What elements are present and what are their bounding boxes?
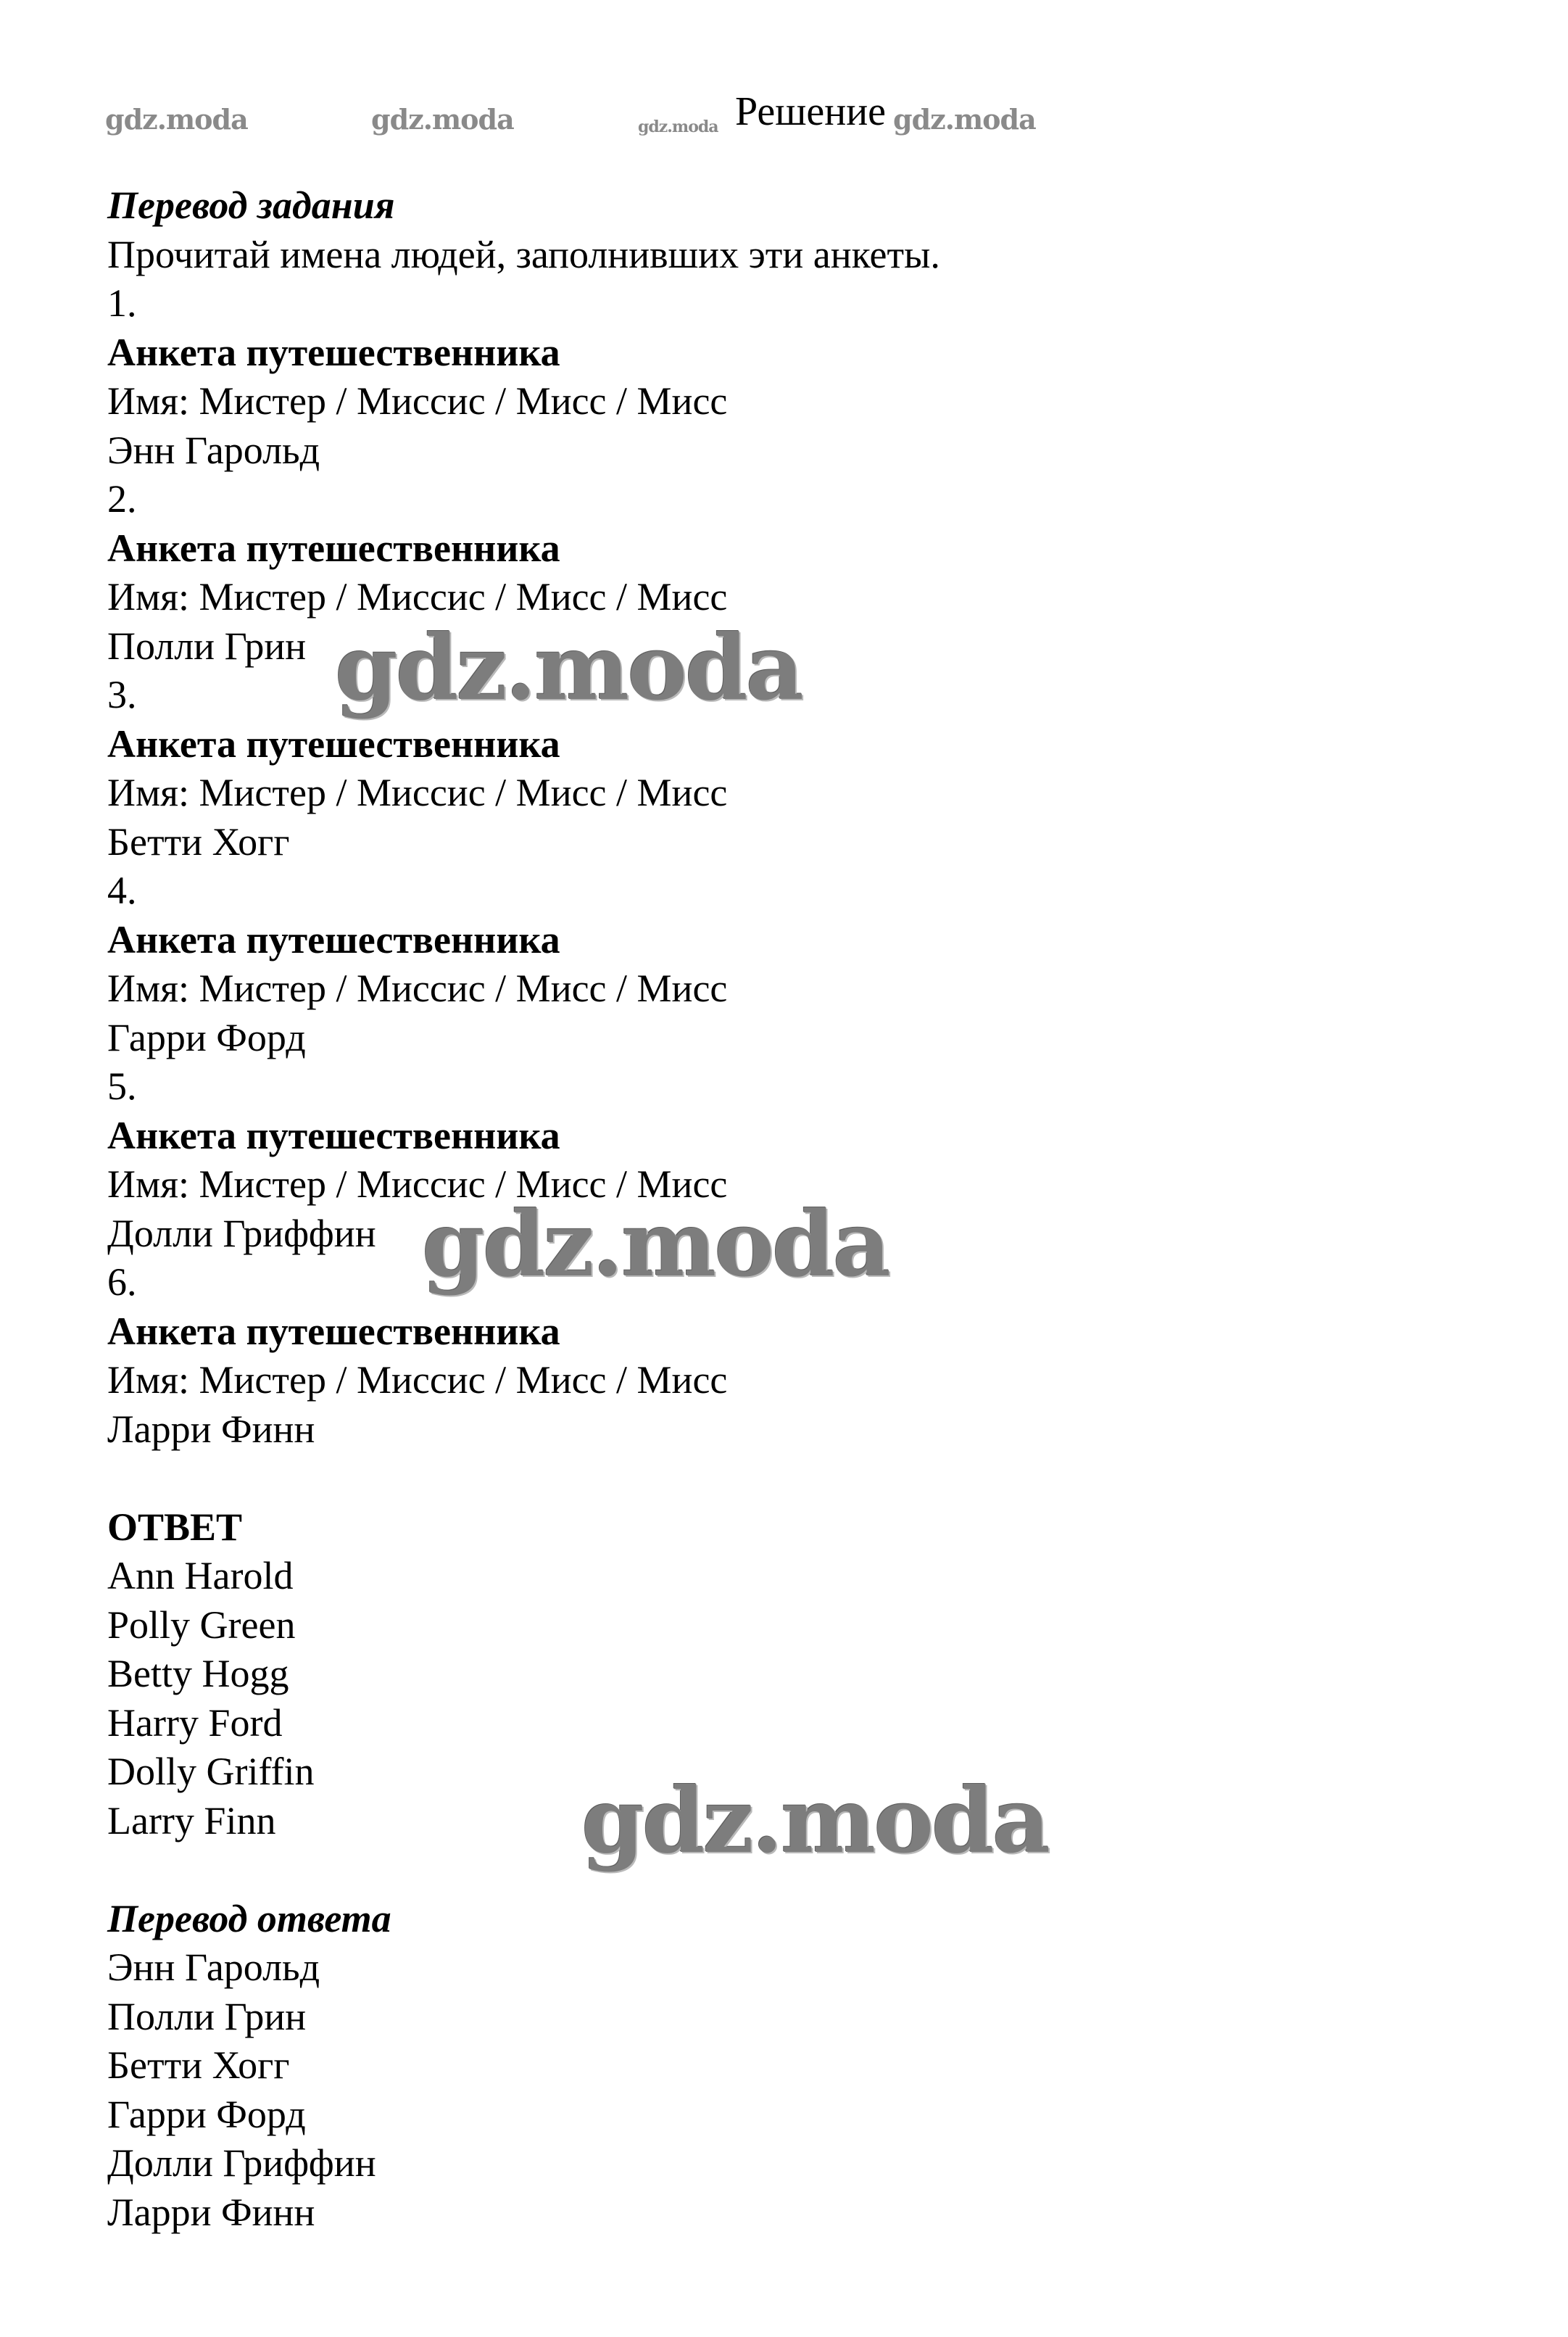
task-instruction: Прочитай имена людей, заполнивших эти анкеты. xyxy=(107,232,940,276)
form-name: Долли Гриффин xyxy=(107,1211,376,1255)
answer-item: Harry Ford xyxy=(107,1700,283,1745)
watermark-large-1: gdz.moda xyxy=(335,616,802,721)
answer-translation-item: Ларри Финн xyxy=(107,2190,315,2234)
form-number: 1. xyxy=(107,281,137,325)
form-name-label: Имя: Мистер / Миссис / Мисс / Мисс xyxy=(107,771,728,814)
watermark-large-2: gdz.moda xyxy=(422,1192,889,1297)
answer-item: Betty Hogg xyxy=(107,1652,289,1695)
watermark-small-3: gdz.moda xyxy=(638,117,718,136)
form-number: 5. xyxy=(107,1064,137,1108)
form-number: 4. xyxy=(107,869,137,912)
answer-translation-item: Полли Грин xyxy=(107,1994,307,2038)
page-title: Решение xyxy=(735,89,887,134)
form-title: Анкета путешественника xyxy=(107,917,560,961)
page-header xyxy=(0,0,1568,174)
form-4 xyxy=(107,866,1485,1062)
form-1 xyxy=(107,279,1485,475)
answer-item: Ann Harold xyxy=(107,1554,294,1597)
form-name-label: Имя: Мистер / Миссис / Мисс / Мисс xyxy=(107,575,728,619)
form-title: Анкета путешественника xyxy=(107,1113,560,1157)
form-number: 2. xyxy=(107,477,137,521)
form-name: Бетти Хогг xyxy=(107,819,290,864)
answer-translation-item: Гарри Форд xyxy=(107,2092,306,2136)
answer-item: Dolly Griffin xyxy=(107,1750,315,1793)
form-name-label: Имя: Мистер / Миссис / Мисс / Мисс xyxy=(107,967,728,1010)
task-heading: Перевод задания xyxy=(107,183,395,227)
answer-translation-heading: Перевод ответа xyxy=(107,1896,391,1940)
watermark-small-2: gdz.moda xyxy=(371,103,514,136)
watermark-small-4: gdz.moda xyxy=(893,103,1036,136)
form-name: Энн Гарольд xyxy=(107,428,320,472)
answer-heading: ОТВЕТ xyxy=(107,1505,243,1549)
form-name-label: Имя: Мистер / Миссис / Мисс / Мисс xyxy=(107,1162,728,1206)
answer-translation-item: Долли Гриффин xyxy=(107,2141,376,2185)
form-name: Гарри Форд xyxy=(107,1015,306,1059)
form-name: Полли Грин xyxy=(107,624,307,668)
watermark-large-3: gdz.moda xyxy=(581,1769,1048,1874)
answer-translation-item: Бетти Хогг xyxy=(107,2043,290,2087)
spacer xyxy=(107,1454,1485,1503)
watermark-small-1: gdz.moda xyxy=(105,103,248,136)
answer-item: Larry Finn xyxy=(107,1798,276,1842)
answer-item: Polly Green xyxy=(107,1602,296,1647)
answer-translation-item: Энн Гарольд xyxy=(107,1945,320,1989)
form-title: Анкета путешественника xyxy=(107,721,560,766)
form-title: Анкета путешественника xyxy=(107,330,560,374)
form-name-label: Имя: Мистер / Миссис / Мисс / Мисс xyxy=(107,1358,728,1402)
form-number: 6. xyxy=(107,1260,137,1304)
form-number: 3. xyxy=(107,673,137,716)
form-title: Анкета путешественника xyxy=(107,526,560,570)
form-name-label: Имя: Мистер / Миссис / Мисс / Мисс xyxy=(107,379,728,423)
form-name: Ларри Финн xyxy=(107,1407,315,1451)
form-title: Анкета путешественника xyxy=(107,1309,560,1353)
